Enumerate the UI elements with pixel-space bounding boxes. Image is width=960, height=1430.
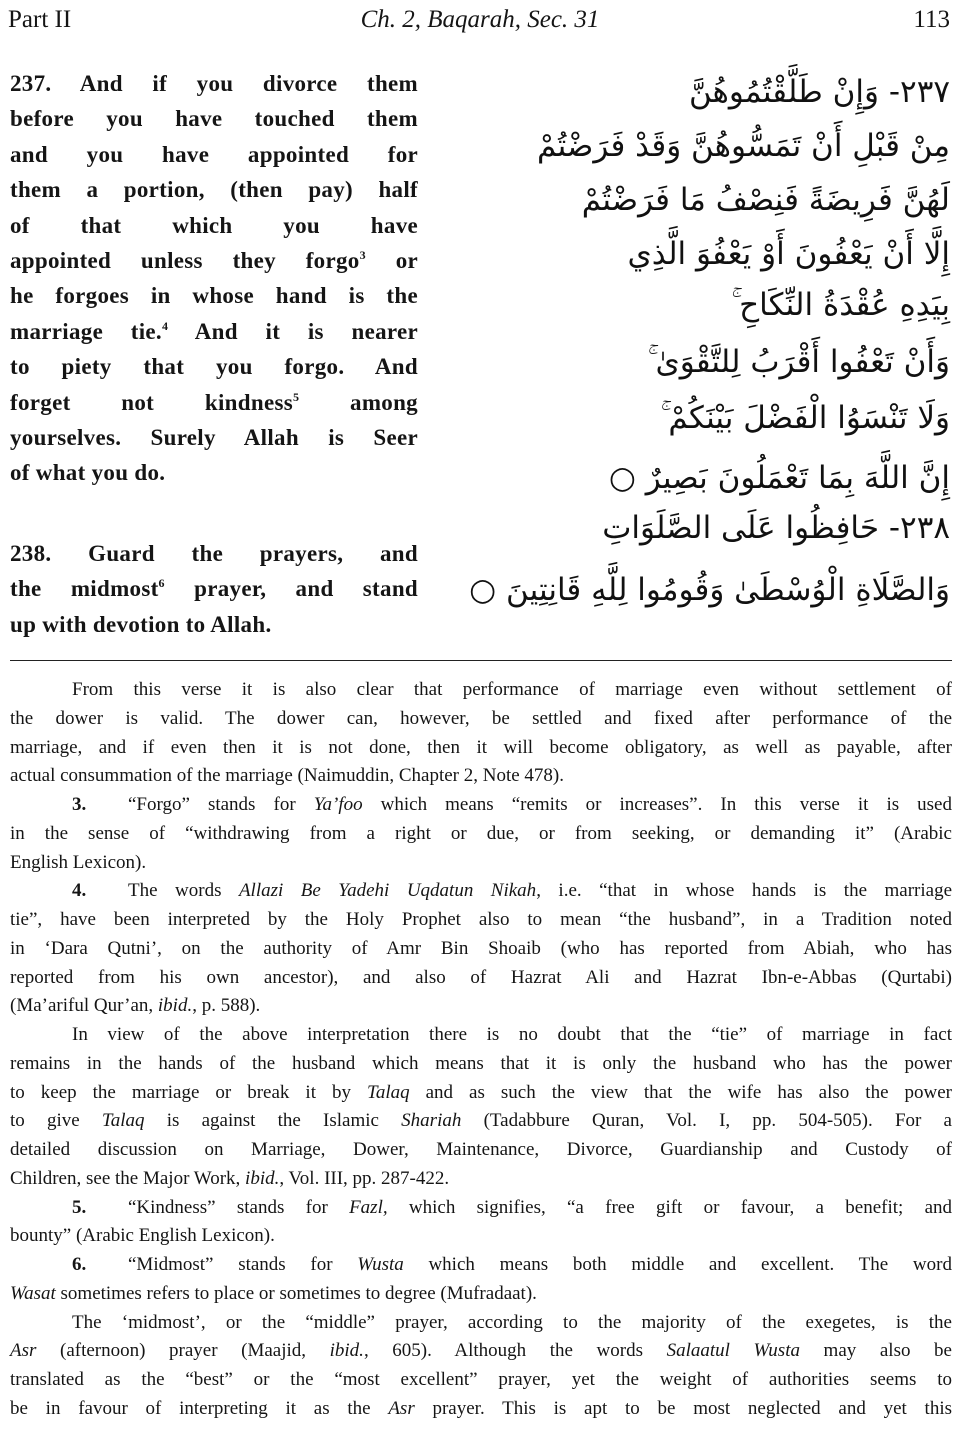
footnote-line	[10, 734, 952, 763]
footnote-line	[10, 992, 952, 1021]
text-run: yourselves. Surely Allah is Seer	[10, 424, 418, 450]
translation-line	[10, 455, 418, 490]
footnote-line	[10, 1079, 952, 1108]
translation-line	[10, 314, 418, 349]
footnote-line	[10, 676, 952, 705]
italic-term: Talaq	[367, 1081, 410, 1103]
text-run: which means both middle and excellent. The word	[403, 1254, 952, 1275]
footnote-line	[10, 1021, 952, 1050]
text-run: , 605). Although the words	[363, 1340, 667, 1362]
text-run: 237. And if you divorce them	[10, 71, 418, 96]
translation-line	[10, 349, 418, 384]
text-run: to give	[10, 1110, 102, 1132]
text-run: of what you do.	[10, 460, 166, 486]
translation-verse-238	[10, 536, 418, 642]
text-run: be in favour of interpreting it as the	[10, 1397, 389, 1419]
text-run: the dower is valid. The dower can, however, be settled and fixed after performance of the	[10, 707, 952, 729]
chapter-heading: Ch. 2, Baqarah, Sec. 31	[360, 6, 600, 33]
translation-line	[10, 385, 418, 420]
text-run: in the sense of “withdrawing from a right or due, or from seeking, or demanding it” (Arabic	[10, 822, 952, 844]
text-run: Children, see the Major Work,	[10, 1167, 246, 1189]
text-run: From this verse it is also clear that performance of marriage even without settlement of	[72, 679, 952, 700]
translation-line	[10, 208, 418, 243]
text-run: bounty” (Arabic English Lexicon).	[10, 1225, 275, 1247]
footnote-line	[10, 935, 952, 964]
text-run: In view of the above interpretation there is no doubt that the “tie” of marriage in fact	[72, 1024, 952, 1045]
italic-term: Shariah	[401, 1110, 462, 1132]
text-run: to piety that you forgo. And	[10, 354, 418, 380]
text-run: among	[299, 389, 418, 415]
footnotes	[10, 676, 952, 1424]
text-run: and as such the view that the wife has also the power	[409, 1081, 952, 1103]
text-run: marriage tie.	[10, 318, 162, 344]
translation-line	[10, 137, 418, 172]
text-run: “Kindness” stands for	[128, 1196, 350, 1218]
footnote-line	[10, 877, 952, 906]
text-run: English Lexicon).	[10, 851, 147, 873]
translation-line	[10, 536, 418, 571]
footnote-line	[10, 820, 952, 849]
translation-line	[10, 66, 418, 101]
italic-term: Asr	[10, 1340, 37, 1362]
italic-term: Ya’foo	[313, 794, 363, 815]
translation-line	[10, 243, 418, 278]
text-run: actual consummation of the marriage (Naimuddin, Chapter 2, Note 478).	[10, 765, 565, 787]
text-run: prayer, and stand	[164, 576, 418, 602]
text-run: is against the Islamic	[144, 1110, 402, 1132]
text-run: detailed discussion on Marriage, Dower, Maintenance, Divorce, Guardianship and Custody of	[10, 1139, 952, 1160]
text-run: reported from his own ancestor), and also of Hazrat Ali and Hazrat Ibn-e-Abbas (Qurtabi)	[10, 966, 952, 988]
text-run: And it is nearer	[168, 318, 418, 344]
arabic-line: وَالصَّلَاةِ الْوُسْطَىٰ وَقُومُوا لِلَّهِ قَانِتِينَ ○	[469, 572, 950, 608]
footnote-line	[10, 906, 952, 935]
footnote-line	[10, 1309, 952, 1338]
translation-verse-237	[10, 66, 418, 491]
arabic-line: ۲۳۸- حَافِظُوا عَلَى الصَّلَوَاتِ	[602, 510, 950, 546]
text-run: forget not kindness	[10, 389, 293, 415]
text-run: 238. Guard the prayers, and	[10, 541, 418, 566]
text-run: or	[365, 247, 418, 273]
arabic-line: لَهُنَّ فَرِيضَةً فَنِصْفُ مَا فَرَضْتُمْ	[581, 182, 950, 218]
text-run: , i.e. “that in whose hands is the marriage	[536, 880, 952, 902]
italic-term: Wusta	[357, 1254, 404, 1275]
text-run: (afternoon) prayer (Maajid,	[36, 1340, 330, 1362]
footnote-number: 3.	[72, 794, 87, 815]
text-run: marriage, and if even then it is not done, then it will become obligatory, as well as payable, after	[10, 736, 952, 758]
italic-term: ibid.	[245, 1167, 280, 1189]
text-run: translated as the “best” or the “most excellent” prayer, yet the weight of authorities seems to	[10, 1369, 952, 1390]
text-run: prayer. This is apt to be most neglected and yet this	[414, 1397, 953, 1419]
text-run: before you have touched them	[10, 106, 418, 132]
text-run: to keep the marriage or break it by	[10, 1081, 367, 1103]
italic-term: Asr	[388, 1397, 415, 1419]
arabic-line: وَأَنْ تَعْفُوا أَقْرَبُ لِلتَّقْوَىٰ ۚ	[647, 344, 950, 380]
footnote-line	[10, 1194, 952, 1223]
footnote-line	[10, 1165, 952, 1194]
translation-line	[10, 420, 418, 455]
italic-term: Wasat	[10, 1282, 56, 1304]
page-number: 113	[913, 6, 950, 33]
footnote-line	[10, 1050, 952, 1079]
footnote-line	[10, 1395, 952, 1424]
text-run: (Ma’ariful Qur’an,	[10, 995, 158, 1017]
translation-line	[10, 172, 418, 207]
text-run: and you have appointed for	[10, 141, 418, 167]
text-run: which signifies, “a free gift or favour, a benefit; and	[387, 1196, 953, 1218]
footnote-line	[10, 1222, 952, 1251]
text-run: in ‘Dara Qutni’, on the authority of Amr Bin Shoaib (who has reported from Abiah, who has	[10, 937, 952, 959]
footnote-line	[10, 849, 952, 878]
footnote-line	[10, 1136, 952, 1165]
text-run: them a portion, (then pay) half	[10, 177, 418, 203]
italic-term: ibid.	[329, 1340, 364, 1362]
footnote-line	[10, 1251, 952, 1280]
text-run: appointed unless they forgo	[10, 247, 360, 273]
translation-line	[10, 571, 418, 606]
italic-term: Salaatul Wusta	[666, 1340, 800, 1362]
text-run: which means “remits or increases”. In this verse it is used	[362, 794, 952, 815]
footnote-number: 4.	[72, 880, 87, 902]
text-run: , Vol. III, pp. 287-422.	[279, 1167, 450, 1189]
text-run: “Forgo” stands for	[128, 794, 314, 815]
translation-line	[10, 278, 418, 313]
footnote-reference: 5	[292, 389, 300, 404]
arabic-line: وَلَا تَنْسَوُا الْفَضْلَ بَيْنَكُمْ ۚ	[660, 400, 950, 436]
translation-line	[10, 101, 418, 136]
italic-term: Allazi Be Yadehi Uqdatun Nikah	[238, 880, 537, 902]
text-run: the midmost	[10, 576, 159, 602]
footnote-line	[10, 964, 952, 993]
footnote-line	[10, 762, 952, 791]
footnote-line	[10, 1107, 952, 1136]
text-run: “Midmost” stands for	[128, 1254, 358, 1275]
italic-term: Talaq	[101, 1110, 145, 1132]
footnote-line	[10, 705, 952, 734]
text-run: (Tadabbure Quran, Vol. I, pp. 504-505). For a	[461, 1110, 952, 1132]
footnote-reference: 6	[158, 576, 165, 591]
arabic-line: مِنْ قَبْلِ أَنْ تَمَسُّوهُنَّ وَقَدْ فَرَضْتُمْ	[537, 128, 950, 164]
text-run: The words	[128, 880, 239, 902]
arabic-line: ۲۳۷- وَإِنْ طَلَّقْتُمُوهُنَّ	[688, 74, 950, 110]
part-label: Part II	[8, 6, 72, 33]
text-run: up with devotion to Allah.	[10, 611, 272, 637]
text-run: The ‘midmost’, or the “middle” prayer, according to the majority of the exegetes, is the	[72, 1311, 952, 1333]
footnote-line	[10, 1366, 952, 1395]
arabic-line: بِيَدِهِ عُقْدَةُ النِّكَاحِ ۚ	[731, 287, 950, 323]
text-run: tie”, have been interpreted by the Holy Prophet also to mean “the husband”, in a Tradition noted	[10, 909, 952, 930]
italic-term: ibid.	[157, 995, 193, 1017]
footnote-number: 6.	[72, 1254, 87, 1275]
footnote-divider	[10, 660, 952, 661]
footnote-line	[10, 791, 952, 820]
text-run: of that which you have	[10, 212, 418, 238]
arabic-line: إِلَّا أَنْ يَعْفُونَ أَوْ يَعْفُوَ الَّذِي	[627, 236, 950, 272]
footnote-reference: 3	[359, 247, 366, 262]
italic-term: Fazl,	[349, 1196, 388, 1218]
footnote-reference: 4	[161, 318, 169, 333]
text-run: sometimes refers to place or sometimes to degree (Mufradaat).	[55, 1282, 537, 1304]
text-run: may also be	[799, 1340, 952, 1362]
text-run: remains in the hands of the husband which means that it is only the husband who has the power	[10, 1052, 952, 1074]
translation-line	[10, 607, 418, 642]
text-run: he forgoes in whose hand is the	[10, 283, 418, 309]
footnote-line	[10, 1280, 952, 1309]
footnote-number: 5.	[72, 1196, 87, 1218]
footnote-line	[10, 1337, 952, 1366]
text-run: , p. 588).	[192, 995, 261, 1017]
arabic-line: إِنَّ اللَّهَ بِمَا تَعْمَلُونَ بَصِيرٌ ○	[608, 460, 950, 496]
